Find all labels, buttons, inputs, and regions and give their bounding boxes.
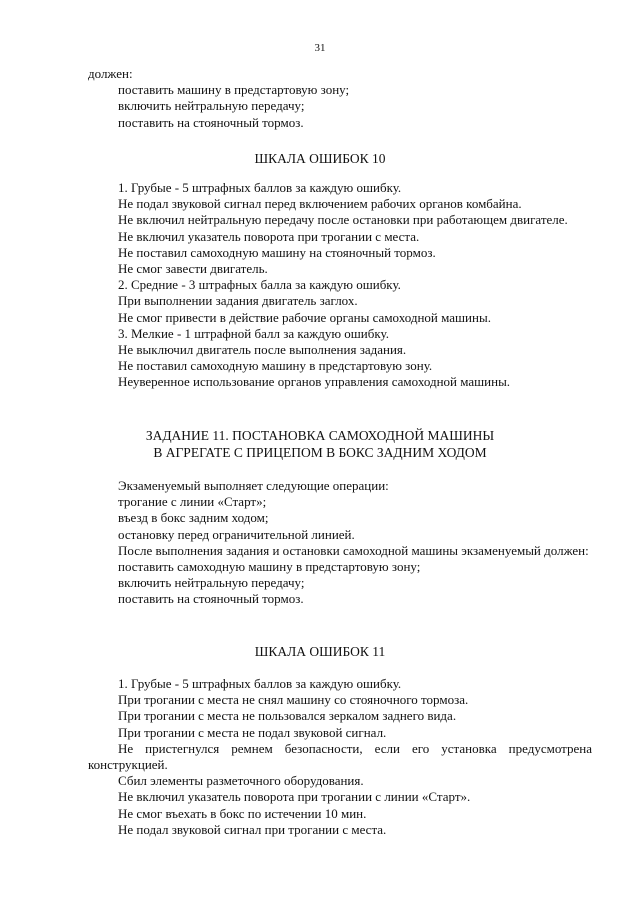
text-line: поставить на стояночный тормоз. (118, 591, 304, 607)
text-line: После выполнения задания и остановки самоходной машины экзаменуемый должен: (118, 542, 589, 558)
section-task-11 (88, 478, 592, 608)
text-line: поставить на стояночный тормоз. (118, 114, 304, 130)
text-line: въезд в бокс задним ходом; (118, 510, 269, 526)
text-line: Не выключил двигатель после выполнения задания. (118, 342, 407, 358)
section-error-scale-10 (88, 180, 592, 391)
section-error-scale-11 (88, 676, 592, 838)
text-line: 1. Грубые - 5 штрафных баллов за каждую ошибку. (118, 676, 402, 691)
section-heading-line: В АГРЕГАТЕ С ПРИЦЕПОМ В БОКС ЗАДНИМ ХОДОМ (153, 445, 487, 460)
text-line: Не пристегнулся ремнем безопасности, если его установка предусмотрена конструкцией. (88, 740, 592, 773)
section-heading-line: ЗАДАНИЕ 11. ПОСТАНОВКА САМОХОДНОЙ МАШИНЫ (145, 428, 495, 443)
section-heading: ШКАЛА ОШИБОК 10 (254, 151, 386, 166)
text-line: Не смог въехать в бокс по истечении 10 мин. (118, 805, 367, 821)
text-line: Не включил указатель поворота при трогании с места. (118, 228, 420, 244)
text-line: включить нейтральную передачу; (118, 575, 305, 591)
text-line: 3. Мелкие - 1 штрафной балл за каждую ошибку. (118, 325, 389, 341)
text-line: Неуверенное использование органов управления самоходной машины. (118, 374, 511, 390)
heading-task-11 (0, 427, 640, 461)
heading-error-scale-11 (0, 644, 640, 660)
section-heading: ШКАЛА ОШИБОК 11 (254, 644, 386, 659)
text-line: При трогании с места не подал звуковой сигнал. (118, 724, 387, 740)
text-line: При выполнении задания двигатель заглох. (118, 293, 358, 309)
text-line: Не поставил самоходную машину в предстартовую зону. (118, 358, 433, 374)
text-line: трогание с линии «Старт»; (118, 494, 267, 510)
text-line: 1. Грубые - 5 штрафных баллов за каждую ошибку. (118, 180, 402, 195)
text-line: При трогании с места не снял машину со стояночного тормоза. (118, 692, 469, 708)
text-line: Не подал звуковой сигнал перед включением рабочих органов комбайна. (118, 196, 522, 212)
text-line: поставить машину в предстартовую зону; (118, 82, 350, 98)
text-line: Не включил нейтральную передачу после остановки при работающем двигателе. (118, 212, 568, 228)
page-number: 31 (314, 42, 326, 54)
text-line: Сбил элементы разметочного оборудования. (118, 773, 364, 789)
text-line: включить нейтральную передачу; (118, 98, 305, 114)
section-intro (88, 66, 592, 131)
text-line: поставить самоходную машину в предстартовую зону; (118, 559, 421, 575)
text-line: должен: (88, 66, 133, 81)
heading-error-scale-10 (0, 151, 640, 167)
text-line: Не включил указатель поворота при трогании с линии «Старт». (118, 789, 471, 805)
text-line: Не смог привести в действие рабочие органы самоходной машины. (118, 309, 491, 325)
text-line: Экзаменуемый выполняет следующие операции: (118, 478, 389, 493)
text-line: 2. Средние - 3 штрафных балла за каждую ошибку. (118, 277, 401, 293)
text-line: остановку перед ограничительной линией. (118, 526, 355, 542)
text-line: При трогании с места не пользовался зеркалом заднего вида. (118, 708, 457, 724)
text-line: Не смог завести двигатель. (118, 261, 268, 277)
text-line: Не поставил самоходную машину на стояночный тормоз. (118, 244, 436, 260)
text-line: Не подал звуковой сигнал при трогании с места. (118, 821, 387, 837)
